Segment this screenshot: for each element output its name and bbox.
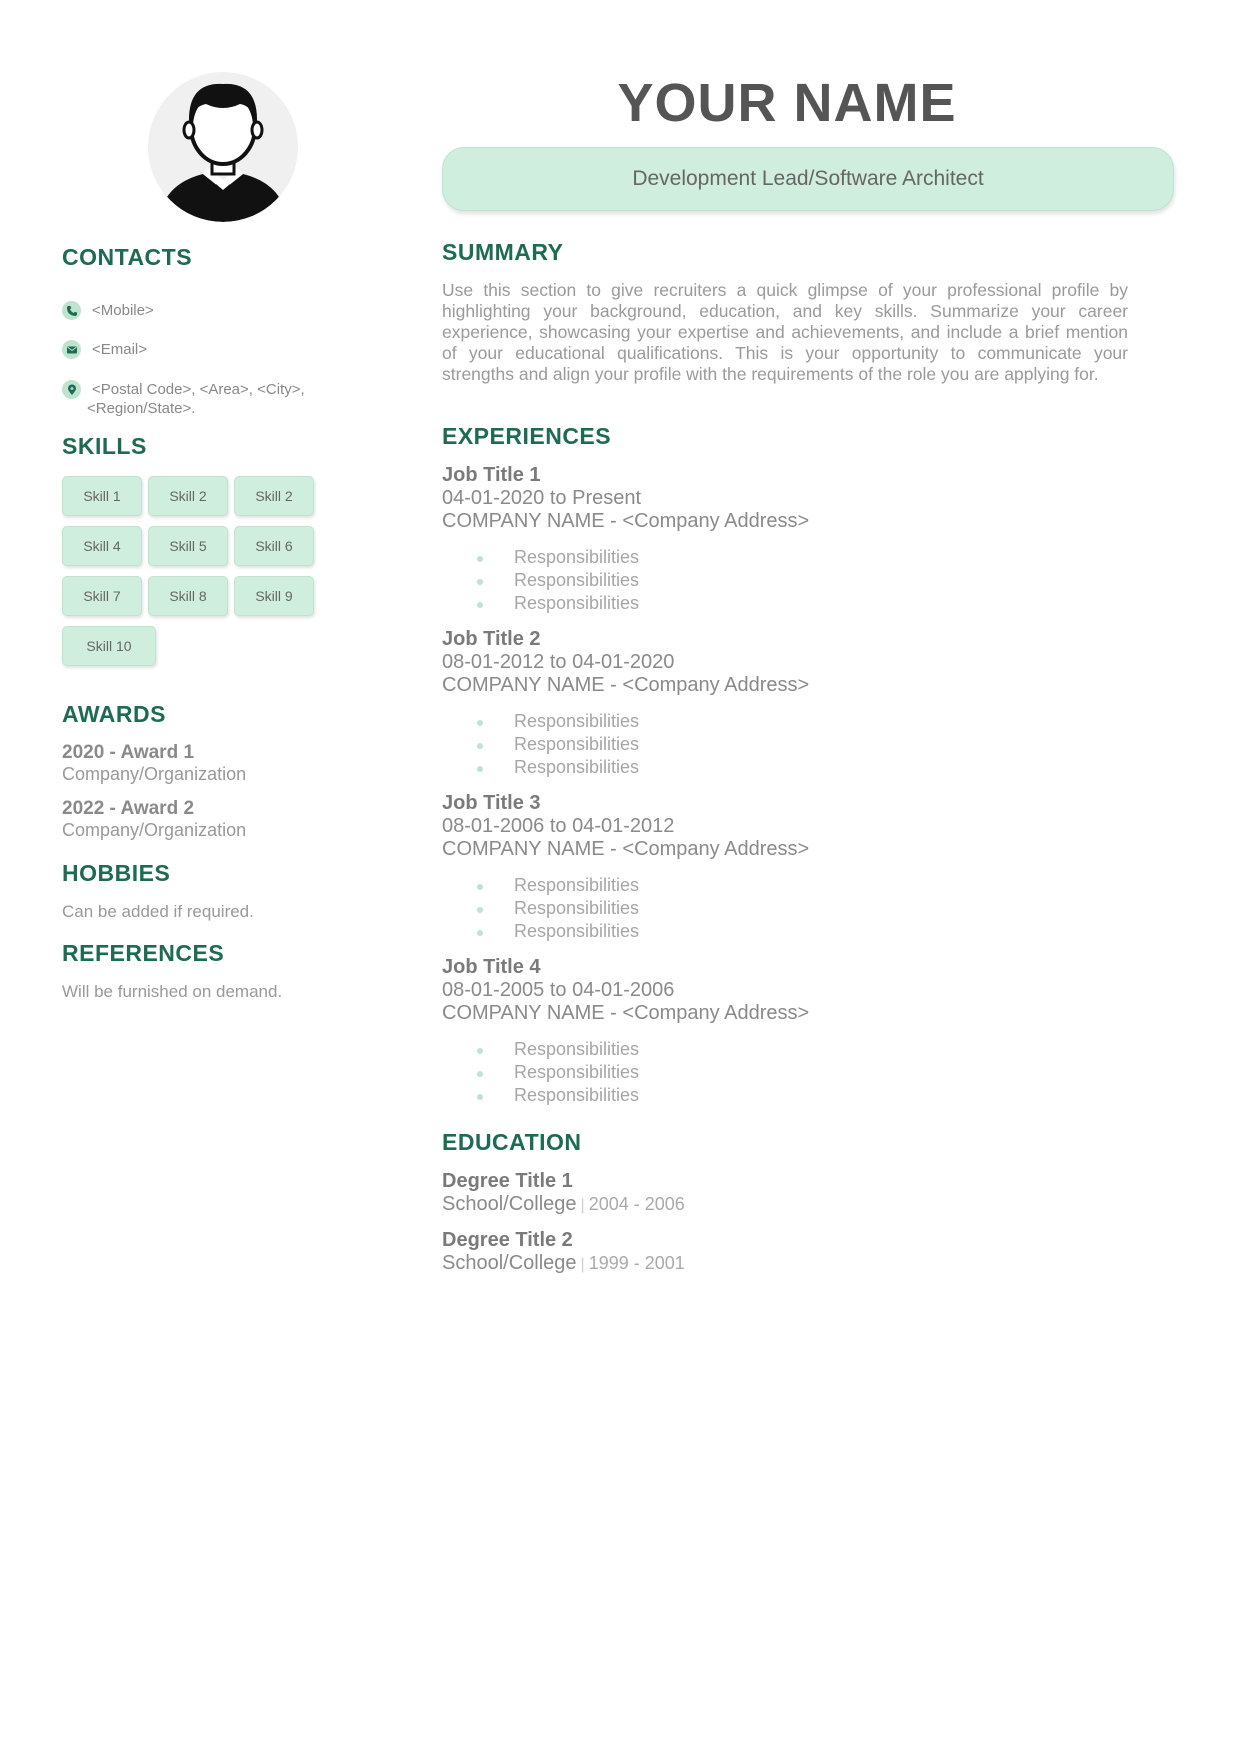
job-title: Job Title 1 [442, 464, 541, 486]
degree-years: 2004 - 2006 [588, 1194, 685, 1214]
separator: | [580, 1256, 585, 1273]
bullet-icon [477, 930, 483, 936]
degree-school-line [442, 1252, 685, 1275]
skill-badge: Skill 2 [234, 476, 314, 516]
job-company: COMPANY NAME - <Company Address> [442, 510, 810, 532]
job-dates: 08-01-2012 to 04-01-2020 [442, 651, 675, 673]
job-dates: 04-01-2020 to Present [442, 487, 642, 509]
skill-badge: Skill 6 [234, 526, 314, 566]
job-title: Job Title 3 [442, 792, 541, 814]
bullet-icon [477, 1071, 483, 1077]
school-name: School/College [442, 1252, 577, 1274]
skill-badge: Skill 2 [148, 476, 228, 516]
contact-email [62, 340, 147, 359]
award-org: Company/Organization [62, 764, 247, 784]
skill-badge: Skill 7 [62, 576, 142, 616]
contacts-heading: CONTACTS [62, 244, 193, 270]
address-text [87, 380, 305, 418]
address-line-1: <Postal Code>, <Area>, <City>, [92, 381, 305, 398]
responsibility-item: Responsibilities [514, 711, 640, 731]
degree-school-line [442, 1193, 685, 1216]
skill-badge: Skill 9 [234, 576, 314, 616]
bullet-icon [477, 743, 483, 749]
skills-heading: SKILLS [62, 433, 147, 459]
responsibility-item: Responsibilities [514, 898, 640, 918]
responsibility-item: Responsibilities [514, 1085, 640, 1105]
skill-badge: Skill 5 [148, 526, 228, 566]
degree-title: Degree Title 2 [442, 1229, 573, 1251]
award-title: 2022 - Award 2 [62, 798, 195, 819]
bullet-icon [477, 766, 483, 772]
responsibility-item: Responsibilities [514, 757, 640, 777]
skill-badge: Skill 8 [148, 576, 228, 616]
degree-years: 1999 - 2001 [588, 1253, 685, 1273]
skill-badge: Skill 10 [62, 626, 156, 666]
contact-mobile [62, 301, 154, 320]
bullet-icon [477, 556, 483, 562]
location-pin-icon [62, 380, 81, 399]
bullet-icon [477, 907, 483, 913]
bullet-icon [477, 1094, 483, 1100]
bullet-icon [477, 602, 483, 608]
responsibility-item: Responsibilities [514, 734, 640, 754]
responsibility-item: Responsibilities [514, 1039, 640, 1059]
separator: | [580, 1197, 585, 1214]
hobbies-text: Can be added if required. [62, 902, 254, 921]
job-dates: 08-01-2005 to 04-01-2006 [442, 979, 675, 1001]
bullet-icon [477, 1048, 483, 1054]
job-company: COMPANY NAME - <Company Address> [442, 838, 810, 860]
responsibility-item: Responsibilities [514, 570, 640, 590]
role-banner: Development Lead/Software Architect [442, 147, 1174, 211]
responsibility-item: Responsibilities [514, 875, 640, 895]
references-text: Will be furnished on demand. [62, 982, 283, 1001]
skill-badge: Skill 4 [62, 526, 142, 566]
skill-badge: Skill 1 [62, 476, 142, 516]
summary-text: Use this section to give recruiters a quick glimpse of your professional profile by highlighting your background, education, and key skills. Summarize your career experience, showcasing your expertise and achievements, and include a brief mention of your educational qualifications. This is your opportunity to communicate your strengths and align your profile with the requirements of the role you are applying for. [442, 280, 1128, 384]
school-name: School/College [442, 1193, 577, 1215]
bullet-icon [477, 720, 483, 726]
mobile-text: <Mobile> [92, 302, 154, 319]
references-heading: REFERENCES [62, 940, 225, 966]
contact-address [62, 380, 305, 418]
education-heading: EDUCATION [442, 1129, 582, 1155]
awards-heading: AWARDS [62, 701, 166, 727]
hobbies-heading: HOBBIES [62, 860, 171, 886]
bullet-icon [477, 884, 483, 890]
bullet-icon [477, 579, 483, 585]
experiences-heading: EXPERIENCES [442, 423, 612, 449]
responsibility-item: Responsibilities [514, 593, 640, 613]
person-avatar-icon [148, 72, 298, 222]
job-company: COMPANY NAME - <Company Address> [442, 1002, 810, 1024]
responsibility-item: Responsibilities [514, 1062, 640, 1082]
responsibility-item: Responsibilities [514, 547, 640, 567]
degree-title: Degree Title 1 [442, 1170, 573, 1192]
award-title: 2020 - Award 1 [62, 742, 195, 763]
candidate-name: YOUR NAME [617, 73, 957, 133]
summary-heading: SUMMARY [442, 239, 564, 265]
job-title: Job Title 2 [442, 628, 541, 650]
job-dates: 08-01-2006 to 04-01-2012 [442, 815, 675, 837]
email-icon [62, 340, 81, 359]
job-company: COMPANY NAME - <Company Address> [442, 674, 810, 696]
address-line-2: <Region/State>. [87, 400, 196, 417]
responsibility-item: Responsibilities [514, 921, 640, 941]
award-org: Company/Organization [62, 820, 247, 840]
job-title: Job Title 4 [442, 956, 541, 978]
email-text: <Email> [92, 341, 148, 358]
phone-icon [62, 301, 81, 320]
